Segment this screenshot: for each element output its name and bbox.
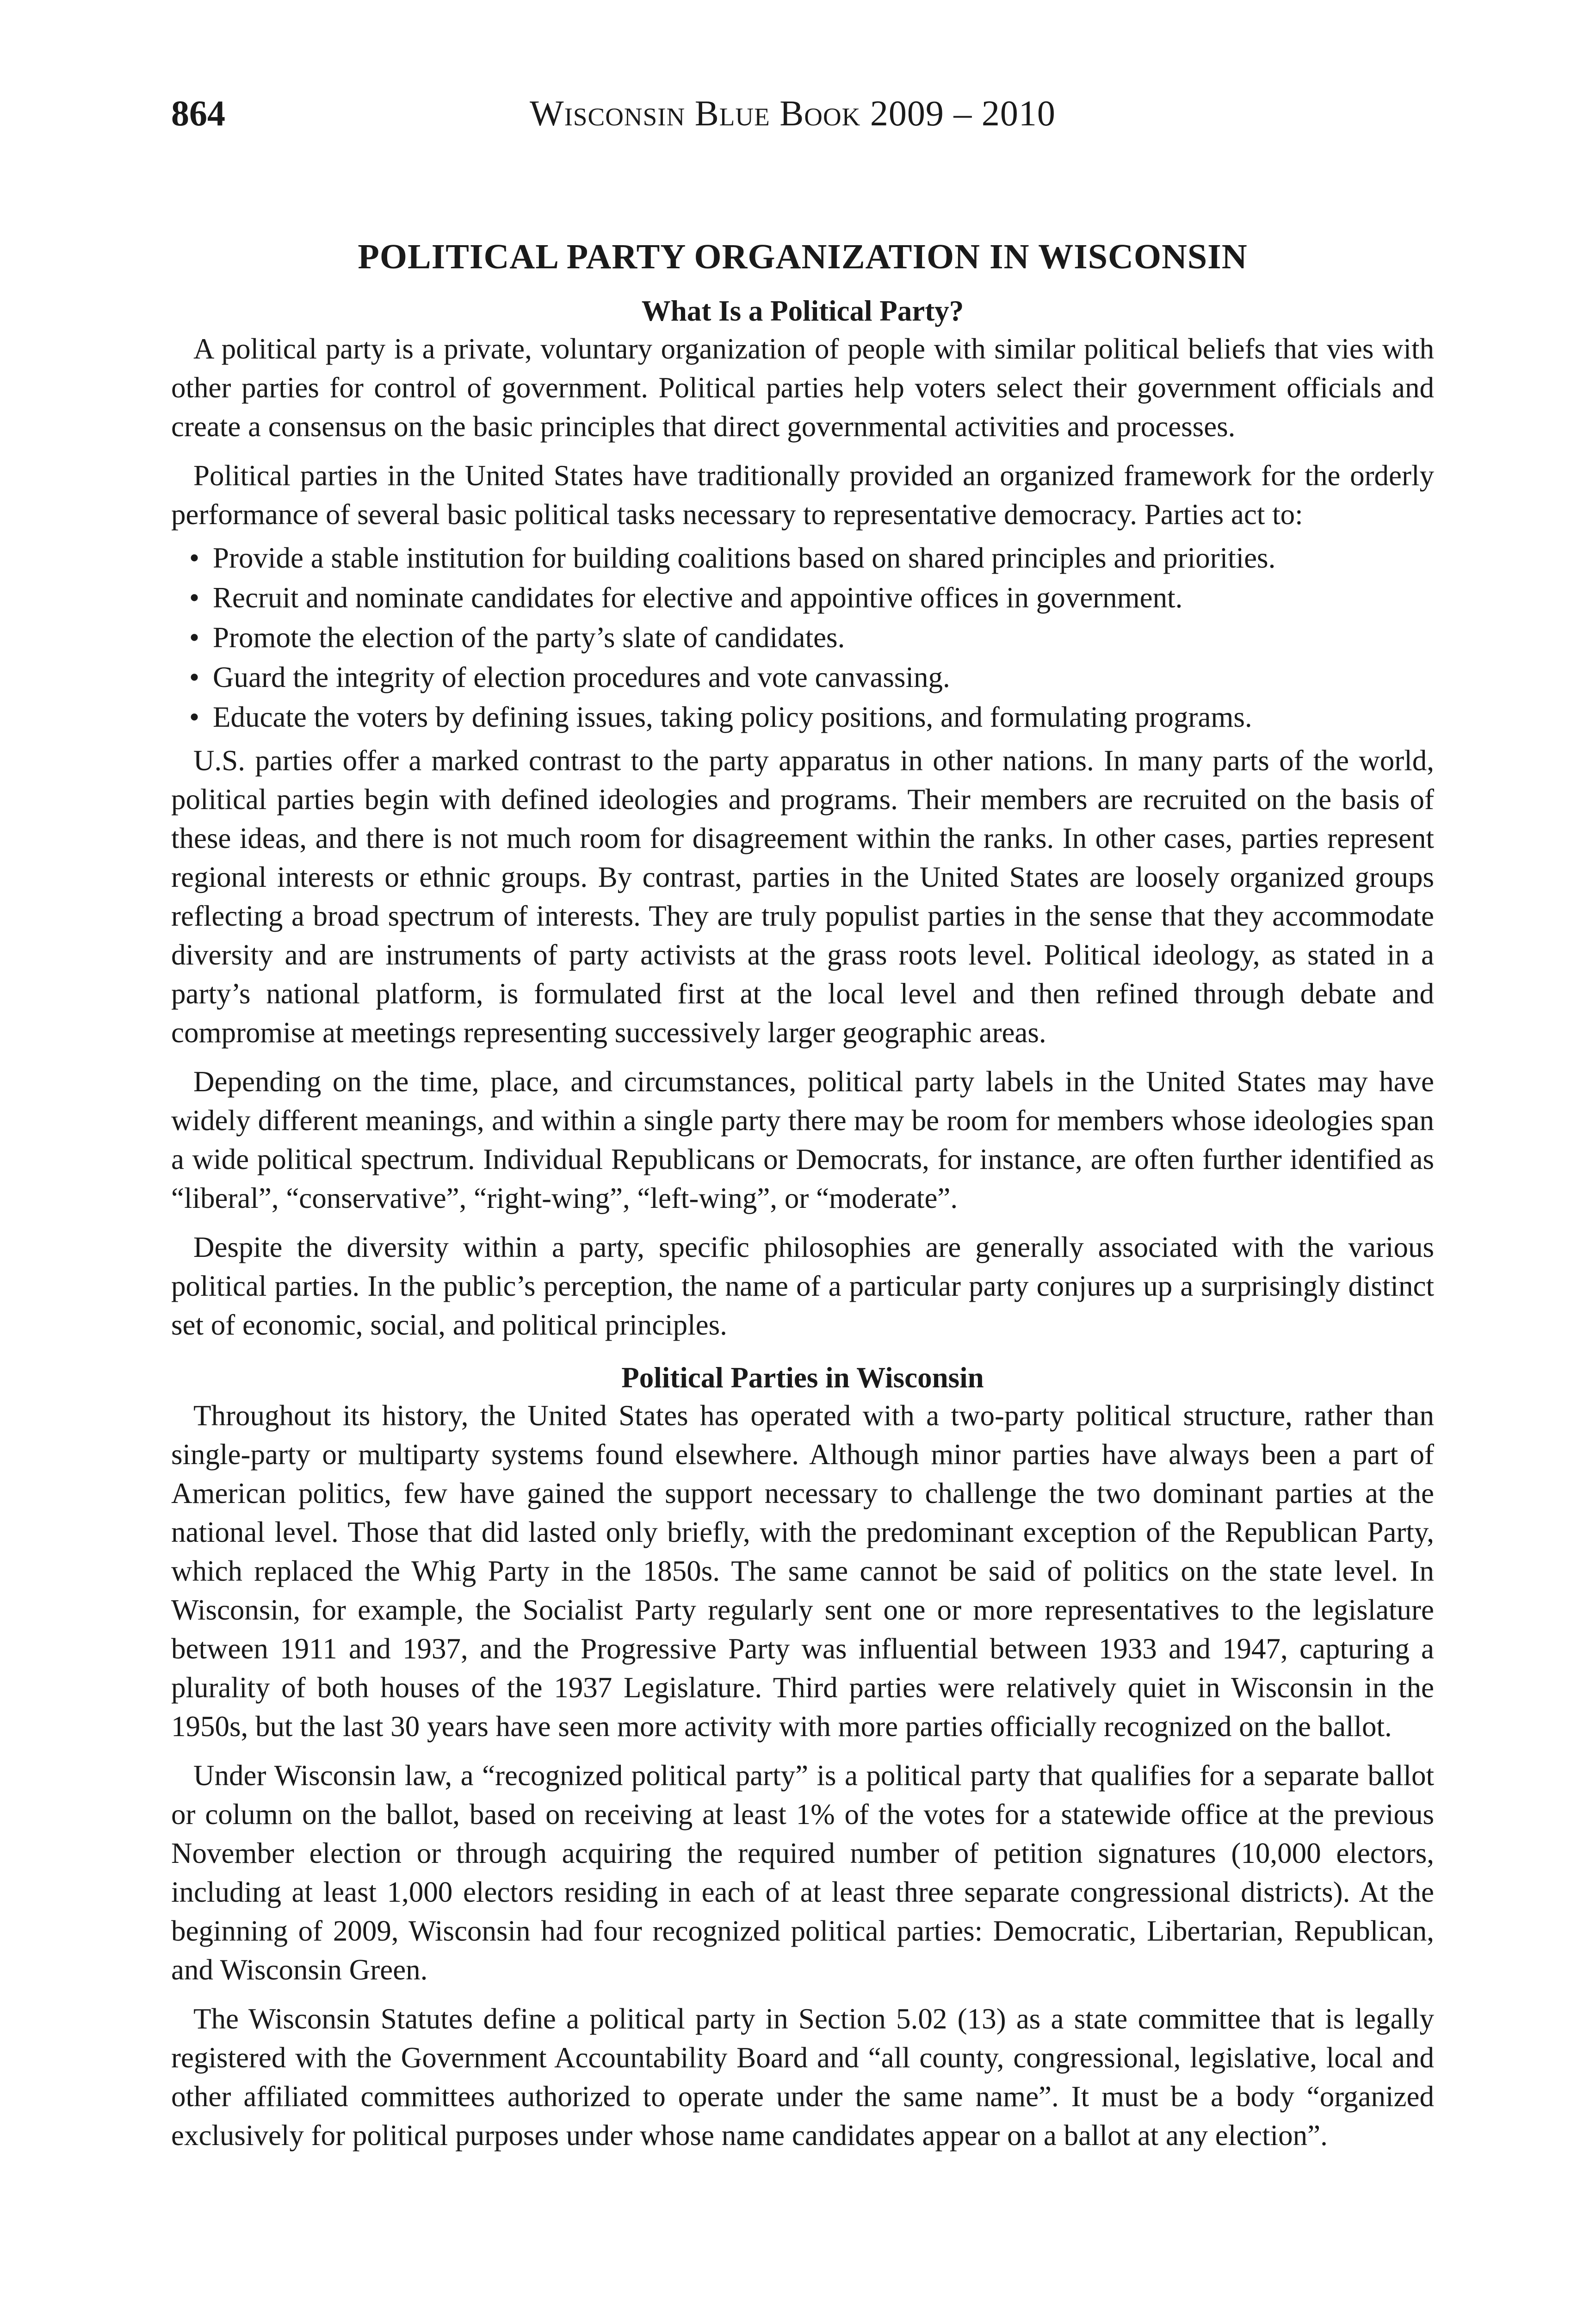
page (171, 88, 1434, 2155)
bullet-icon: • (189, 581, 200, 614)
paragraph: Political parties in the United States have traditionally provided an organized framework for the orderly performance of several basic political tasks necessary to representative democracy. Parties act to: (171, 459, 1434, 531)
bullet-icon: • (189, 542, 200, 574)
paragraph: Under Wisconsin law, a “recognized political party” is a political party that qualifies for a separate ballot or column on the ballot, based on receiving at least 1% of the votes for a statewide office at the previous November election or through acquiring the required number of petition signatures (10,000 electors, including at least 1,000 electors residing in each of at least three separate congressional districts). At the beginning of 2009, Wisconsin had four recognized political parties: Democratic, Libertarian, Republican, and Wisconsin Green. (171, 1759, 1434, 1986)
section-heading-parties-in-wisconsin: Political Parties in Wisconsin (621, 1361, 984, 1394)
list-item (171, 578, 1434, 617)
list-item-text: Educate the voters by defining issues, taking policy positions, and formulating programs. (213, 701, 1252, 733)
paragraph: Throughout its history, the United States has operated with a two-party political structure, rather than single-party or multiparty systems found elsewhere. Although minor parties have always been a part of American politics, few have gained the support necessary to challenge the two dominant parties at the national level. Those that did lasted only briefly, with the predominant exception of the Republican Party, which replaced the Whig Party in the 1850s. The same cannot be said of politics on the state level. In Wisconsin, for example, the Socialist Party regularly sent one or more representatives to the legislature between 1911 and 1937, and the Progressive Party was influential between 1933 and 1947, capturing a plurality of both houses of the 1937 Legislature. Third parties were relatively quiet in Wisconsin in the 1950s, but the last 30 years have seen more activity with more parties officially recognized on the ballot. (171, 1399, 1434, 1743)
list-item (171, 618, 1434, 657)
list-item-text: Provide a stable institution for building coalitions based on shared principles and priorities. (213, 542, 1276, 574)
list-item (171, 538, 1434, 577)
bullet-icon: • (189, 621, 200, 654)
page-title: POLITICAL PARTY ORGANIZATION IN WISCONSIN (358, 237, 1248, 276)
list-item-text: Promote the election of the party’s slate of candidates. (213, 621, 845, 654)
list-item (171, 658, 1434, 697)
running-head (171, 88, 1434, 139)
section-heading-what-is-a-party: What Is a Political Party? (641, 295, 964, 327)
paragraph: The Wisconsin Statutes define a political party in Section 5.02 (13) as a state committee that is legally registered with the Government Accountability Board and “all county, congressional, legislative, local and other affiliated committees authorized to operate under the same name”. It must be a body “organized exclusively for political purposes under whose name candidates appear on a ballot at any election”. (171, 2003, 1434, 2152)
list-item (171, 698, 1434, 736)
paragraph: U.S. parties offer a marked contrast to the party apparatus in other nations. In many parts of the world, political parties begin with defined ideologies and programs. Their members are recruited on the basis of these ideas, and there is not much room for disagreement within the ranks. In other cases, parties represent regional interests or ethnic groups. By contrast, parties in the United States are loosely organized groups reflecting a broad spectrum of interests. They are truly populist parties in the sense that they accommodate diversity and are instruments of party activists at the grass roots level. Political ideology, as stated in a party’s national platform, is formulated first at the local level and then refined through debate and compromise at meetings representing successively larger geographic areas. (171, 744, 1434, 1049)
bullet-icon: • (189, 661, 200, 693)
page-number: 864 (171, 93, 225, 133)
paragraph: Depending on the time, place, and circumstances, political party labels in the United States may have widely different meanings, and within a single party there may be room for members whose ideologies span a wide political spectrum. Individual Republicans or Democrats, for instance, are often further identified as “liberal”, “conservative”, “right-wing”, “left-wing”, or “moderate”. (171, 1065, 1434, 1214)
list-item-text: Guard the integrity of election procedures and vote canvassing. (213, 661, 950, 693)
bullet-list (171, 538, 1434, 736)
running-title: Wisconsin Blue Book 2009 – 2010 (530, 93, 1056, 133)
paragraph: A political party is a private, voluntary organization of people with similar political beliefs that vies with other parties for control of government. Political parties help voters select their government officials and create a consensus on the basic principles that direct governmental activities and processes. (171, 333, 1434, 443)
list-item-text: Recruit and nominate candidates for elective and appointive offices in government. (213, 581, 1183, 614)
bullet-icon: • (189, 701, 200, 733)
paragraph: Despite the diversity within a party, specific philosophies are generally associated with the various political parties. In the public’s perception, the name of a particular party conjures up a surprisingly distinct set of economic, social, and political principles. (171, 1231, 1434, 1341)
